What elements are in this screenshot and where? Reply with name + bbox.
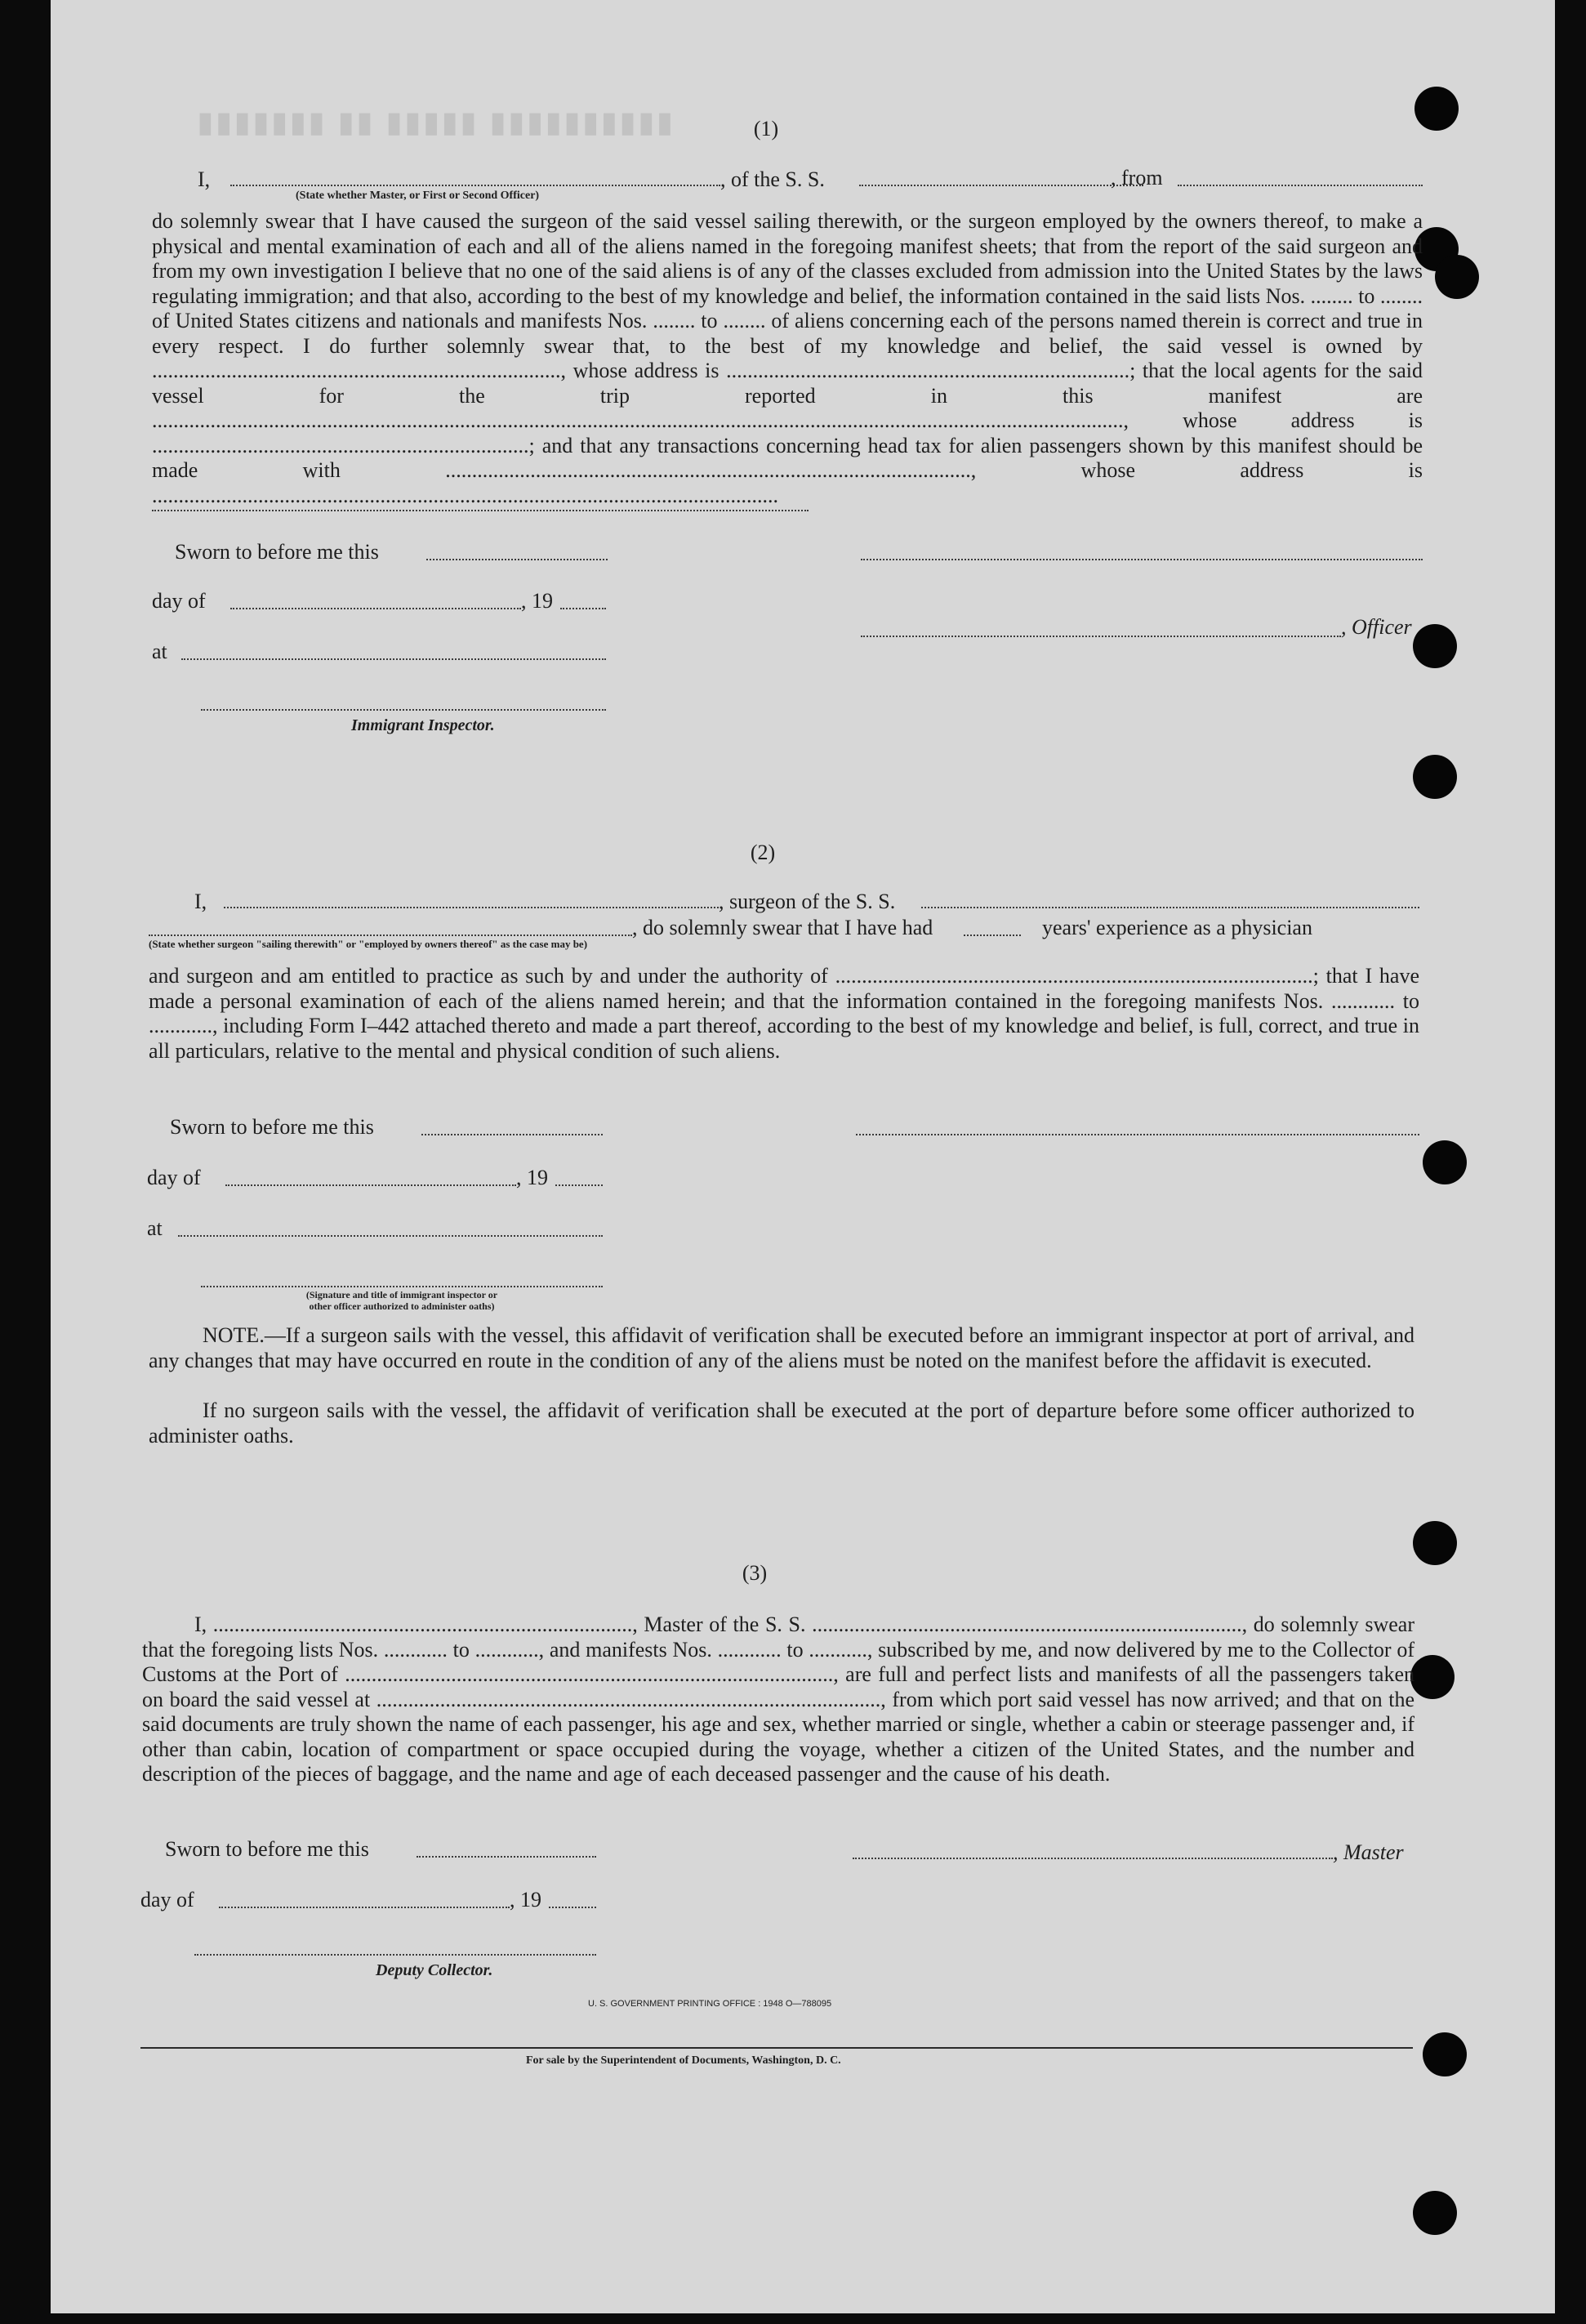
- punch-hole: [1413, 1521, 1457, 1565]
- section-2-heading: (2): [750, 841, 776, 864]
- year-label: , 19: [521, 589, 553, 613]
- punch-hole: [1435, 255, 1479, 299]
- punch-hole: [1413, 755, 1457, 799]
- officer-signature-line-1[interactable]: [861, 559, 1423, 560]
- year-field-3[interactable]: [549, 1907, 596, 1908]
- sworn-date-field[interactable]: [426, 559, 608, 560]
- surgeon-type-field[interactable]: [149, 935, 632, 936]
- immigrant-inspector-label: Immigrant Inspector.: [351, 716, 495, 734]
- footer-rule: [140, 2047, 1413, 2049]
- section-3-heading: (3): [742, 1561, 768, 1585]
- officer-signature-line-2[interactable]: [861, 636, 1341, 637]
- sworn-label-3: Sworn to before me this: [165, 1837, 369, 1861]
- day-of-label: day of: [152, 589, 206, 613]
- sworn-date-field-2[interactable]: [421, 1134, 603, 1135]
- vessel-name-field[interactable]: [859, 185, 1143, 186]
- surgeon-of-ss-label: , surgeon of the S. S.: [719, 890, 896, 913]
- signature-caption-1: (Signature and title of immigrant inspector or: [305, 1289, 498, 1300]
- day-of-field-2[interactable]: [225, 1184, 516, 1186]
- punch-hole: [1413, 2191, 1457, 2235]
- year-field[interactable]: [560, 608, 606, 609]
- at-label-2: at: [147, 1216, 163, 1240]
- bleed-through-mark: ▮▮▮▮▮▮▮ ▮▮ ▮▮▮▮▮ ▮▮▮▮▮▮▮▮▮▮: [198, 107, 676, 138]
- section-1-oath-text: do solemnly swear that I have caused the surgeon of the said vessel sailing therewith, or the surgeon employed by the owners thereof, to make a physical and mental examination of each and all of the aliens named in the foregoing manifest sheets; that from the report of the said surgeon and from my own investigation I believe that no one of the said aliens is of any of the classes excluded from admission into the United States by the laws regulating immigration; and that also, according to the best of my knowledge and belief, the information contained in the said lists Nos. ........ to ........ of United States citizens and nationals and manifests Nos. ........ to ........ of aliens concerning each of the persons named therein is correct and true in every respect. I do further solemnly swear that, to the best of my knowledge and belief, the said vessel is owned by ............................................................................., whose address is ............................................................................; that the local agents for the said vessel for the trip reported in this manifest are ......................................................................................................................................................................................., whose address is .......................................................................; and that any transactions concerning head tax for alien passengers shown by this manifest should be made with ..................................................................................................., whose address is ......................................................................................................................: [152, 209, 1423, 507]
- inspector-signature-line-2[interactable]: [856, 1134, 1419, 1135]
- form-page: [51, 0, 1555, 2313]
- deputy-collector-signature-line[interactable]: [194, 1954, 596, 1956]
- at-label: at: [152, 640, 167, 663]
- at-place-field[interactable]: [181, 658, 606, 660]
- deputy-collector-label: Deputy Collector.: [376, 1961, 493, 1979]
- oath-i-label-2: I,: [194, 890, 207, 913]
- signature-caption-2: other officer authorized to administer oaths): [309, 1300, 495, 1312]
- year-label-3: , 19: [510, 1888, 541, 1911]
- punch-hole: [1413, 624, 1457, 668]
- master-officer-caption: (State whether Master, or First or Second Officer): [296, 190, 540, 202]
- punch-hole: [1423, 1140, 1467, 1184]
- note-surgeon-sails: NOTE.—If a surgeon sails with the vessel, this affidavit of verification shall be executed before an immigrant inspector at port of arrival, and any changes that may have occurred en route in the condition of any of the aliens must be noted on the manifest before the affidavit is executed.: [149, 1323, 1414, 1372]
- for-sale-imprint: For sale by the Superintendent of Documents, Washington, D. C.: [526, 2054, 841, 2067]
- of-ss-label: , of the S. S.: [720, 167, 825, 191]
- inspector-signature-line[interactable]: [201, 709, 606, 711]
- signature-title-line[interactable]: [201, 1286, 603, 1287]
- punch-hole: [1423, 2032, 1467, 2076]
- punch-hole: [1410, 1655, 1455, 1699]
- years-experience-label: years' experience as a physician: [1042, 916, 1312, 939]
- at-place-field-2[interactable]: [178, 1235, 603, 1237]
- from-port-field[interactable]: [1178, 185, 1423, 186]
- sworn-label: Sworn to before me this: [175, 540, 379, 564]
- year-field-2[interactable]: [555, 1184, 603, 1186]
- surgeon-type-caption: (State whether surgeon "sailing therewith" or "employed by owners thereof" as the case may be): [149, 938, 588, 950]
- day-of-label-2: day of: [147, 1166, 201, 1189]
- punch-hole: [1414, 87, 1459, 131]
- surgeon-name-field[interactable]: [224, 907, 719, 908]
- officer-label: , Officer: [1341, 615, 1412, 639]
- master-label: , Master: [1333, 1840, 1404, 1864]
- day-of-label-3: day of: [140, 1888, 194, 1911]
- oath-i-label: I,: [198, 167, 211, 191]
- from-label: , from: [1111, 166, 1163, 190]
- day-of-field[interactable]: [230, 608, 521, 609]
- note-no-surgeon: If no surgeon sails with the vessel, the affidavit of verification shall be executed at the port of departure before some officer authorized to administer oaths.: [149, 1398, 1414, 1447]
- years-field[interactable]: [964, 935, 1021, 936]
- section-1-heading: (1): [753, 117, 779, 141]
- year-label-2: , 19: [516, 1166, 548, 1189]
- sworn-label-2: Sworn to before me this: [170, 1115, 374, 1139]
- sworn-date-field-3[interactable]: [417, 1856, 596, 1858]
- address-continuation-field[interactable]: [152, 510, 809, 511]
- swear-had-label: , do solemnly swear that I have had: [632, 916, 933, 939]
- printing-office-imprint: U. S. GOVERNMENT PRINTING OFFICE : 1948 O—788095: [588, 1999, 832, 2009]
- section-2-oath-text: and surgeon and am entitled to practice as such by and under the authority of ..........................................................................................; that I have made a personal examination of each of the aliens named herein; and that the information contained in the foregoing manifests Nos. ............ to ............, including Form I–442 attached thereto and made a part thereof, according to the best of my knowledge and belief, is full, correct, and true in all particulars, relative to the mental and physical condition of such aliens.: [149, 964, 1419, 1063]
- officer-name-field[interactable]: [230, 185, 720, 186]
- section-3-oath-text: I, ..............................................................................., Master of the S. S. ................................................................................., do solemnly swear that the foregoing lists Nos. ............ to ............, and manifests Nos. ............ to ..........., subscribed by me, and now delivered by me to the Collector of Customs at the Port of ............................................................................................, are full and perfect lists and manifests of all the passengers taken on board the said vessel at ..............................................................................................., from which port said vessel has now arrived; and that on the said documents are truly shown the name of each passenger, his age and sex, whether married or single, whether a cabin or steerage passenger and, if other than cabin, location of compartment or space occupied during the voyage, whether a citizen of the United States, and the number and description of the pieces of baggage, and the name and age of each deceased passenger and the cause of his death.: [142, 1613, 1414, 1786]
- day-of-field-3[interactable]: [219, 1907, 510, 1908]
- vessel-name-field-2[interactable]: [921, 907, 1419, 908]
- master-signature-line[interactable]: [853, 1858, 1333, 1859]
